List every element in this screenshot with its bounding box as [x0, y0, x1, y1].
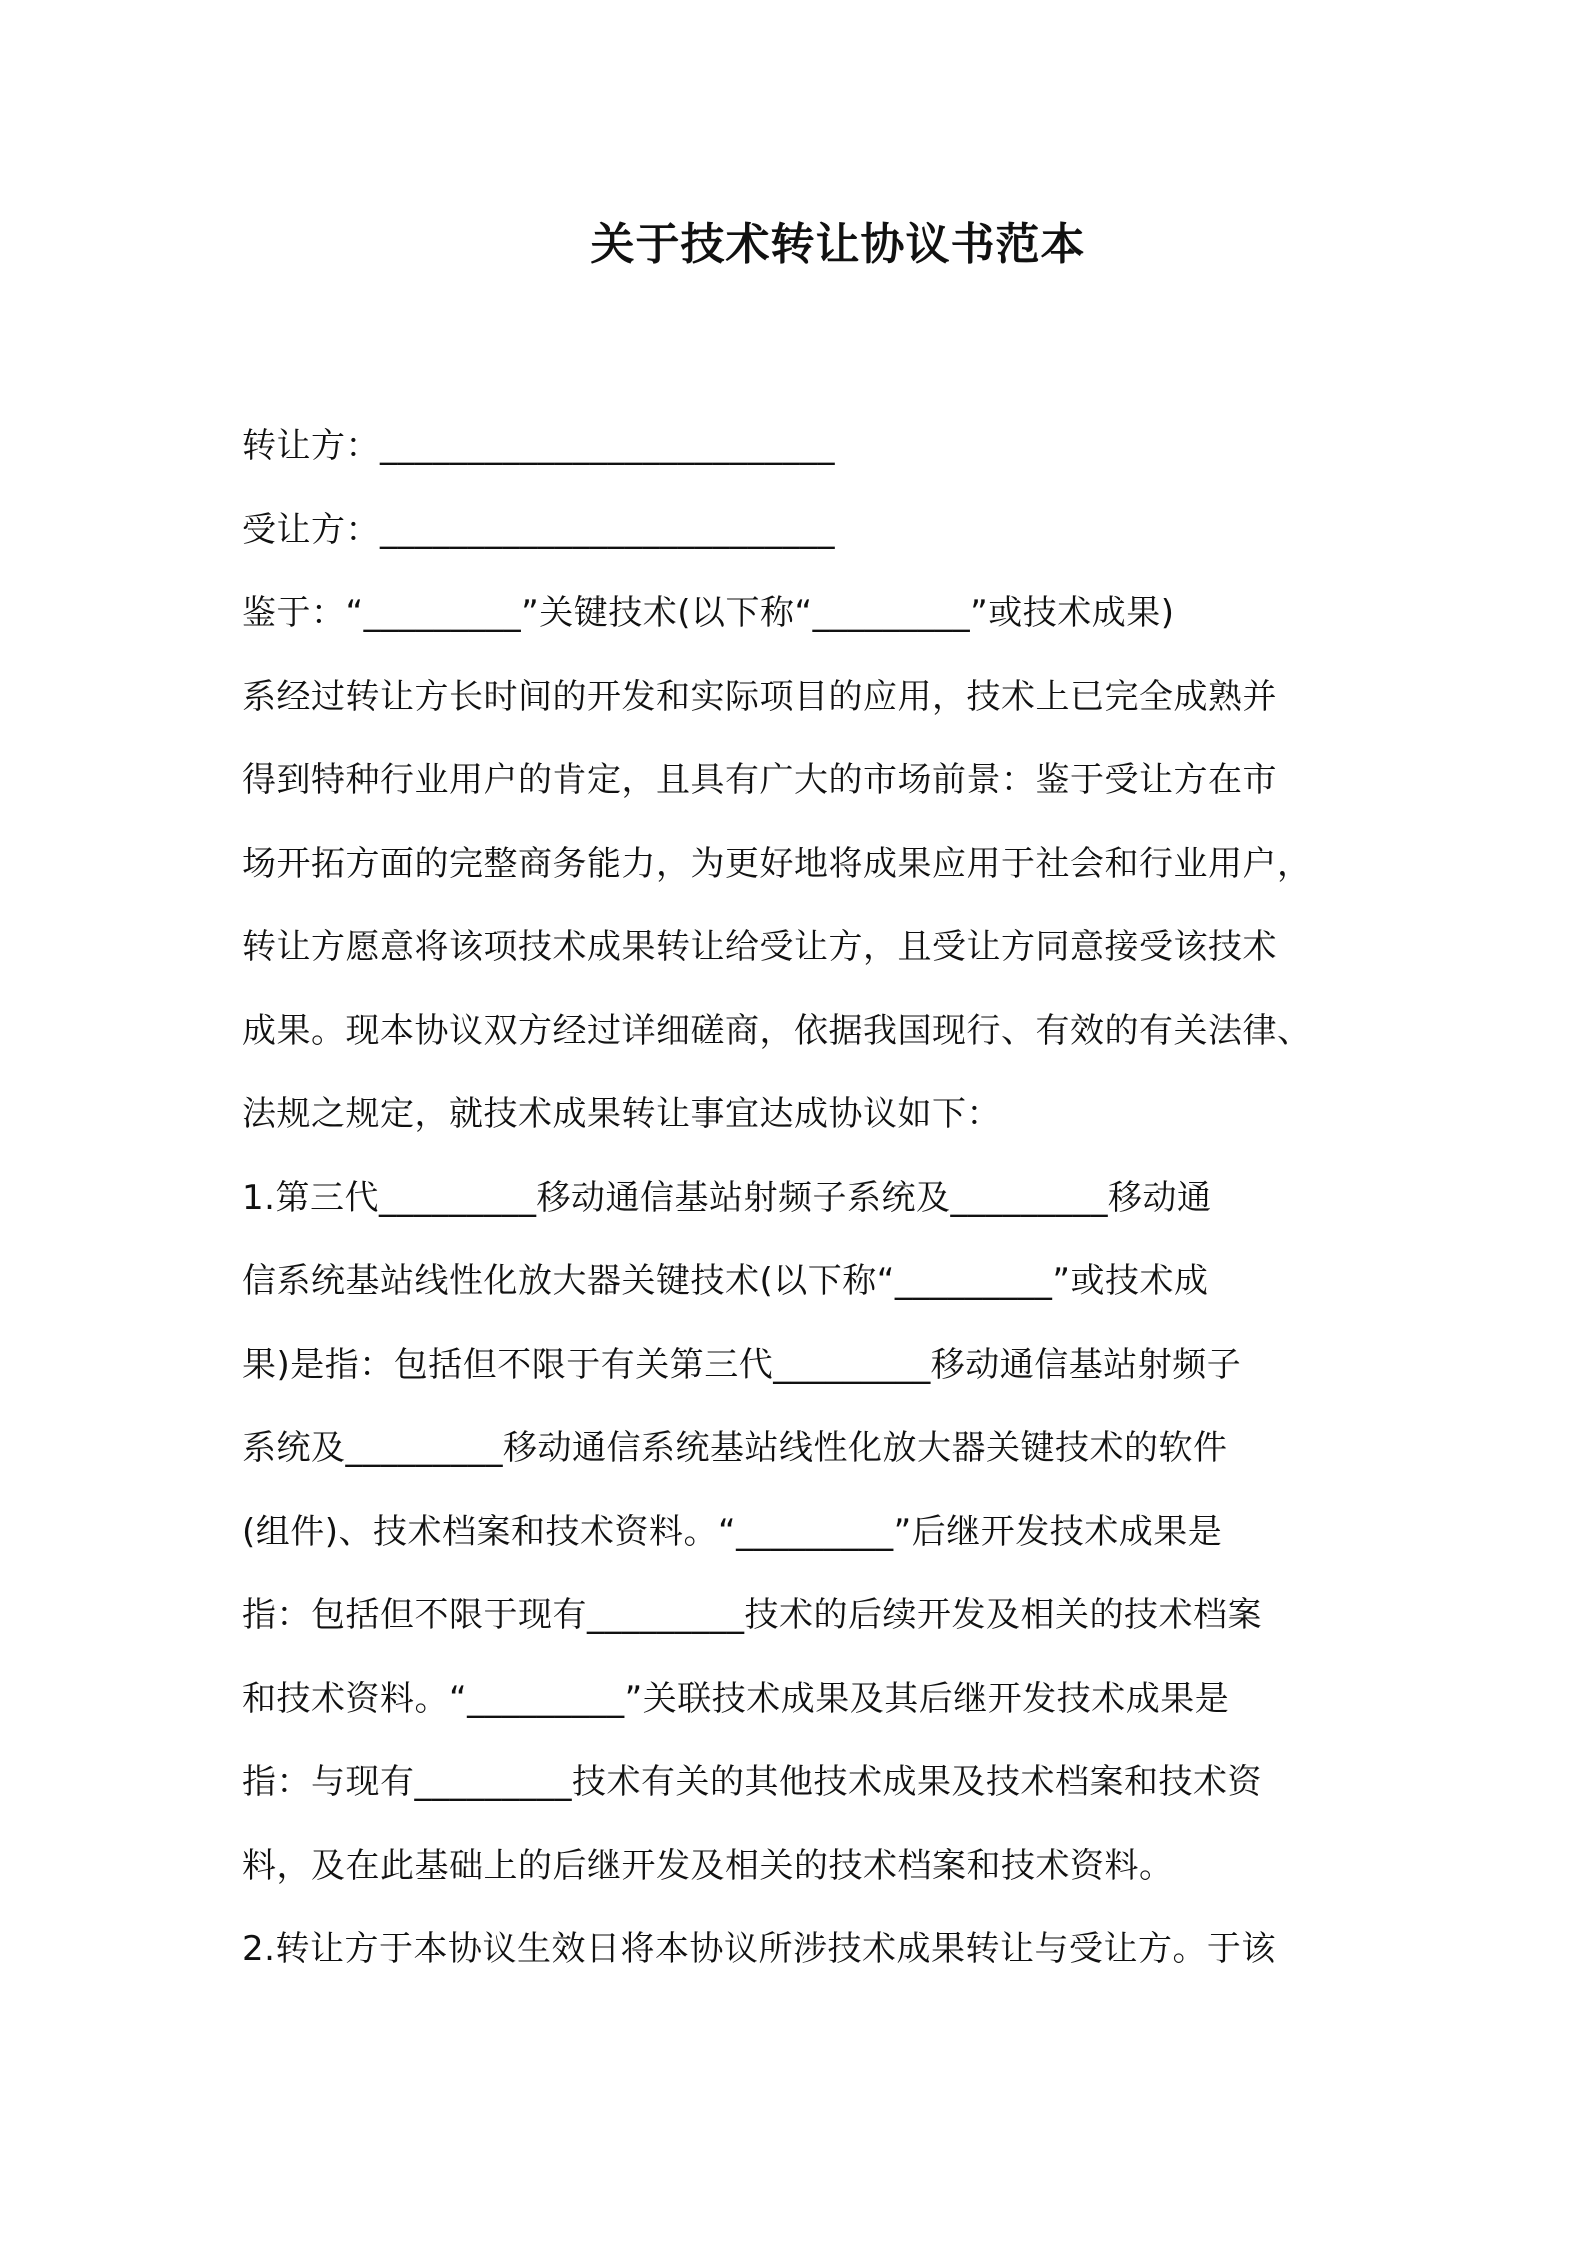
body-line: 转让方愿意将该项技术成果转让给受让方，且受让方同意接受该技术 — [242, 927, 1277, 967]
body-line: 系经过转让方长时间的开发和实际项目的应用，技术上已完全成熟并 — [242, 676, 1277, 717]
clause-1-line: 指：与现有_________技术有关的其他技术成果及技术档案和技术资 — [242, 1762, 1262, 1802]
clause-2-line: 2.转让方于本协议生效日将本协议所涉技术成果转让与受让方。于该 — [242, 1929, 1276, 1969]
body-line-transferor: 转让方：__________________________ — [242, 426, 835, 466]
clause-1-line: 果)是指：包括但不限于有关第三代_________移动通信基站射频子 — [242, 1344, 1242, 1385]
clause-1-line: (组件)、技术档案和技术资料。“_________”后继开发技术成果是 — [242, 1511, 1223, 1552]
clause-1-line: 指：包括但不限于现有_________技术的后续开发及相关的技术档案 — [242, 1595, 1262, 1635]
clause-1-line: 1.第三代_________移动通信基站射频子系统及_________移动通 — [242, 1177, 1212, 1218]
clause-1-line: 料，及在此基础上的后继开发及相关的技术档案和技术资料。 — [242, 1845, 1174, 1886]
document-title: 关于技术转让协议书范本 — [590, 219, 1086, 270]
body-line: 法规之规定，就技术成果转让事宜达成协议如下： — [242, 1094, 1001, 1134]
clause-1-line: 系统及_________移动通信系统基站线性化放大器关键技术的软件 — [242, 1428, 1228, 1468]
clause-1-line: 和技术资料。“_________”关联技术成果及其后继开发技术成果是 — [242, 1678, 1230, 1719]
body-line: 得到特种行业用户的肯定，且具有广大的市场前景：鉴于受让方在市 — [242, 760, 1277, 800]
body-line: 成果。现本协议双方经过详细磋商，依据我国现行、有效的有关法律、 — [242, 1010, 1312, 1051]
body-line: 鉴于：“_________”关键技术(以下称“_________”或技术成果) — [242, 593, 1175, 633]
document-body — [242, 405, 1362, 1992]
body-line: 场开拓方面的完整商务能力，为更好地将成果应用于社会和行业用户， — [242, 843, 1312, 884]
clause-1-line: 信系统基站线性化放大器关键技术(以下称“_________”或技术成 — [242, 1261, 1209, 1301]
body-line-transferee: 受让方：__________________________ — [242, 509, 835, 550]
